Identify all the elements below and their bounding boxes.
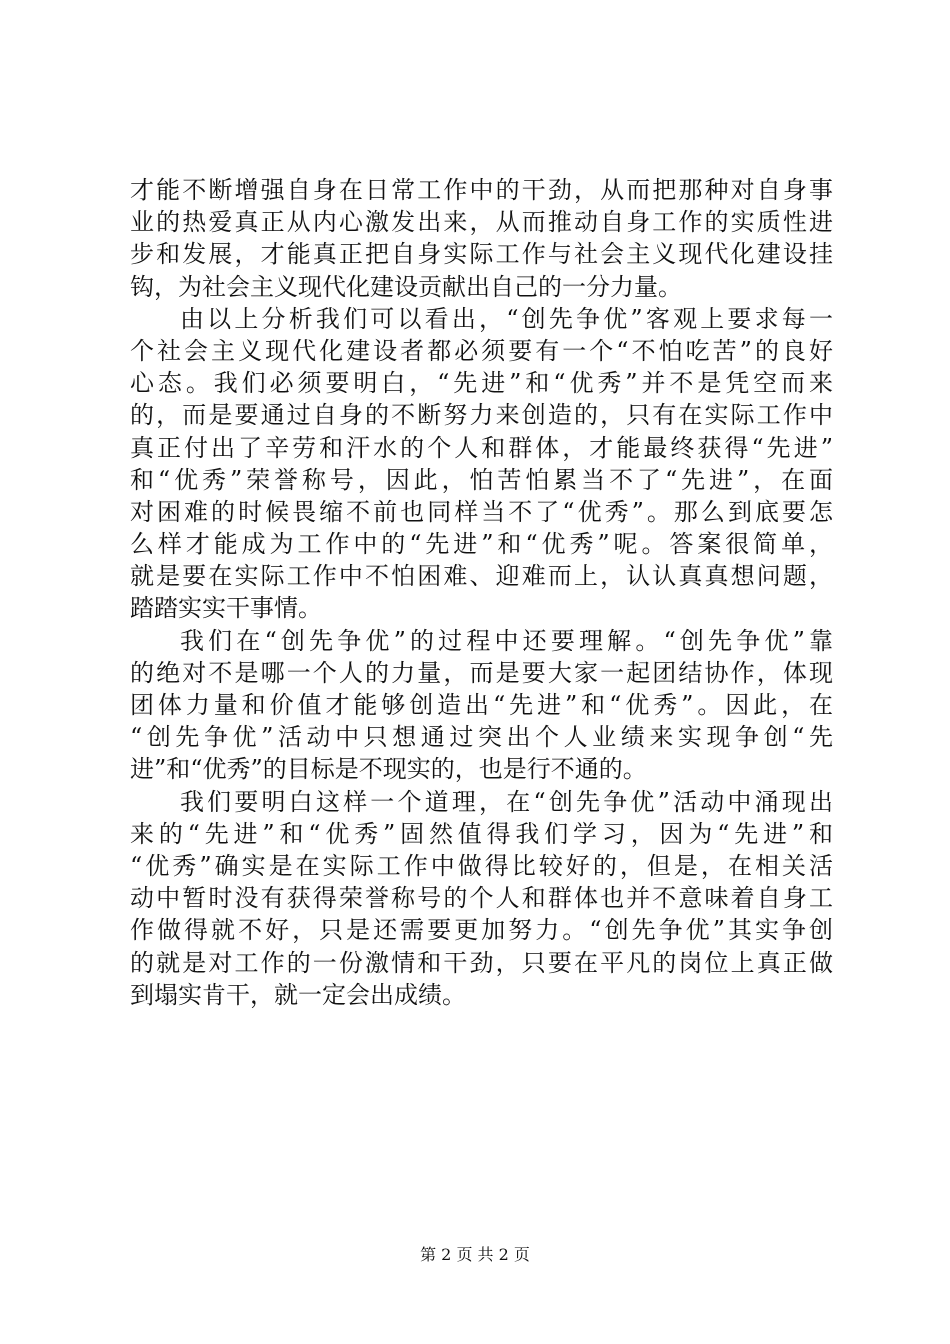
- text-line: 心态。我们必须要明白，“先进”和“优秀”并不是凭空而来: [130, 369, 833, 398]
- paragraph-3: [130, 625, 833, 786]
- paragraph-2: [130, 303, 833, 625]
- text-line: 的，而是要通过自身的不断努力来创造的，只有在实际工作中: [130, 401, 833, 430]
- text-line: 团体力量和价值才能够创造出“先进”和“优秀”。因此，在: [130, 691, 833, 719]
- text-line: 的就是对工作的一份激情和干劲，只要在平凡的岗位上真正做: [130, 948, 833, 977]
- text-line: 才能不断增强自身在日常工作中的干劲，从而把那种对自身事: [130, 176, 833, 204]
- text-line: 我们在“创先争优”的过程中还要理解。“创先争优”靠: [180, 626, 833, 655]
- text-line: 我们要明白这样一个道理，在“创先争优”活动中涌现出: [180, 787, 833, 816]
- text-line: 个社会主义现代化建设者都必须要有一个“不怕吃苦”的良好: [130, 336, 833, 365]
- page-number-footer: 第 2 页 共 2 页: [420, 1245, 530, 1264]
- text-line: 到塌实肯干，就一定会出成绩。: [130, 980, 466, 1009]
- text-line: 和“优秀”荣誉称号，因此，怕苦怕累当不了“先进”，在面: [130, 465, 833, 494]
- paragraph-4: [130, 786, 833, 1011]
- text-line: 来的“先进”和“优秀”固然值得我们学习，因为“先进”和: [130, 819, 833, 848]
- text-line: 动中暂时没有获得荣誉称号的个人和群体也并不意味着自身工: [130, 884, 833, 913]
- text-line: “创先争优”活动中只想通过突出个人业绩来实现争创“先: [130, 723, 833, 752]
- text-line: 就是要在实际工作中不怕困难、迎难而上，认认真真想问题，: [130, 562, 833, 591]
- text-line: 钩，为社会主义现代化建设贡献出自己的一分力量。: [130, 272, 682, 301]
- text-line: 作做得就不好，只是还需要更加努力。“创先争优”其实争创: [130, 916, 833, 945]
- text-line: 步和发展，才能真正把自身实际工作与社会主义现代化建设挂: [130, 240, 833, 269]
- text-line: “优秀”确实是在实际工作中做得比较好的，但是，在相关活: [130, 851, 833, 880]
- text-line: 进”和“优秀”的目标是不现实的，也是行不通的。: [130, 755, 647, 784]
- paragraph-1: [130, 174, 833, 303]
- document-body: [130, 174, 833, 1011]
- text-line: 的绝对不是哪一个人的力量，而是要大家一起团结协作，体现: [130, 658, 833, 687]
- text-line: 么样才能成为工作中的“先进”和“优秀”呢。答案很简单，: [130, 530, 833, 559]
- text-line: 真正付出了辛劳和汗水的个人和群体，才能最终获得“先进”: [130, 433, 833, 462]
- text-line: 踏踏实实干事情。: [130, 594, 322, 623]
- text-line: 由以上分析我们可以看出，“创先争优”客观上要求每一: [180, 304, 833, 333]
- text-line: 业的热爱真正从内心激发出来，从而推动自身工作的实质性进: [130, 208, 833, 237]
- text-line: 对困难的时候畏缩不前也同样当不了“优秀”。那么到底要怎: [130, 497, 833, 526]
